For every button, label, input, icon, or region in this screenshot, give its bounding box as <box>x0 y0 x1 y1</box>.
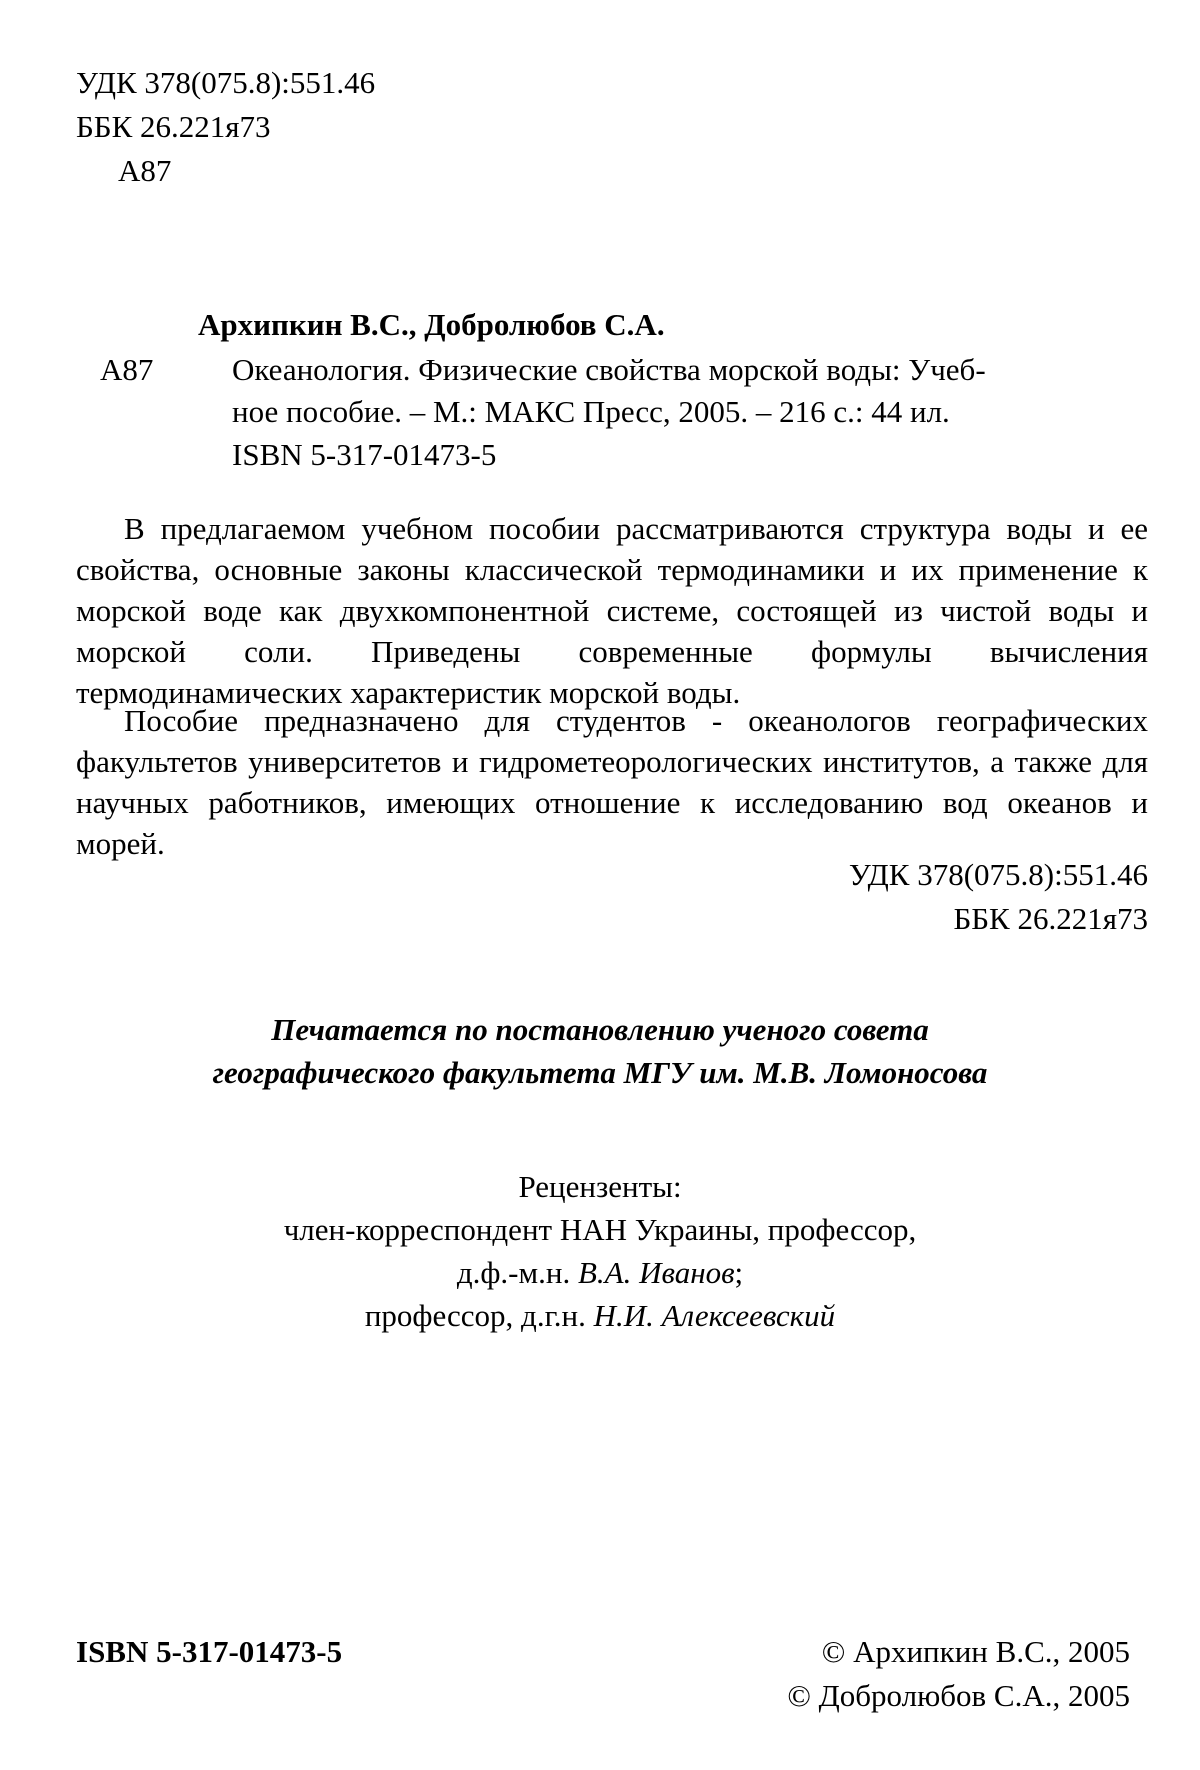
author-sign-entry: А87 <box>100 352 154 387</box>
reviewer-line-3 <box>0 1296 1200 1336</box>
reviewers-heading: Рецензенты: <box>518 1169 682 1204</box>
reviewer-line-1: член-корреспондент НАН Украины, профессор, <box>283 1212 917 1247</box>
abstract-paragraph: В предлагаемом учебном пособии рассматриваются структура воды и ее свойства, основные законы классической термодинамики и их применение к морской воде как двухкомпонентной системе, состоящей из чистой воды и морской соли. Приведены современные формулы вычисления термодинамических характеристик морской воды. <box>76 511 1148 710</box>
book-title-line-1: Океанология. Физические свойства морской воды: Учеб- <box>232 352 986 387</box>
isbn-bottom: ISBN 5-317-01473-5 <box>76 1634 343 1669</box>
copyright-line-1: © Архипкин В.С., 2005 <box>821 1634 1130 1669</box>
book-title-line-2: ное пособие. – М.: МАКС Пресс, 2005. – 216 с.: 44 ил. <box>232 394 950 429</box>
approval-line-2: географического факультета МГУ им. М.В. Ломоносова <box>212 1055 988 1090</box>
author-sign-top: А87 <box>118 153 172 188</box>
udk-code-right: УДК 378(075.8):551.46 <box>848 857 1148 892</box>
reviewer-name-alekseevsky: Н.И. Алексеевский <box>593 1298 836 1333</box>
reviewer-degree: профессор, д.г.н. <box>364 1298 594 1333</box>
bbk-code-top: ББК 26.221я73 <box>76 109 271 144</box>
udk-code-top: УДК 378(075.8):551.46 <box>76 65 376 100</box>
reviewer-line-2 <box>0 1253 1200 1293</box>
approval-line-1: Печатается по постановлению ученого совета <box>271 1012 929 1047</box>
reviewer-separator: ; <box>734 1255 744 1290</box>
copyright-line-2: © Добролюбов С.А., 2005 <box>787 1678 1130 1713</box>
audience-paragraph: Пособие предназначено для студентов - океанологов географических факультетов университетов и гидрометеорологических институтов, а также для научных работников, имеющих отношение к исследованию вод океанов и морей. <box>76 703 1148 861</box>
reviewer-degree: д.ф.-м.н. <box>456 1255 578 1290</box>
bbk-code-right: ББК 26.221я73 <box>953 901 1148 936</box>
authors: Архипкин В.С., Добролюбов С.А. <box>198 307 665 342</box>
reviewer-name-ivanov: В.А. Иванов <box>577 1255 735 1290</box>
isbn-entry: ISBN 5-317-01473-5 <box>232 437 497 472</box>
